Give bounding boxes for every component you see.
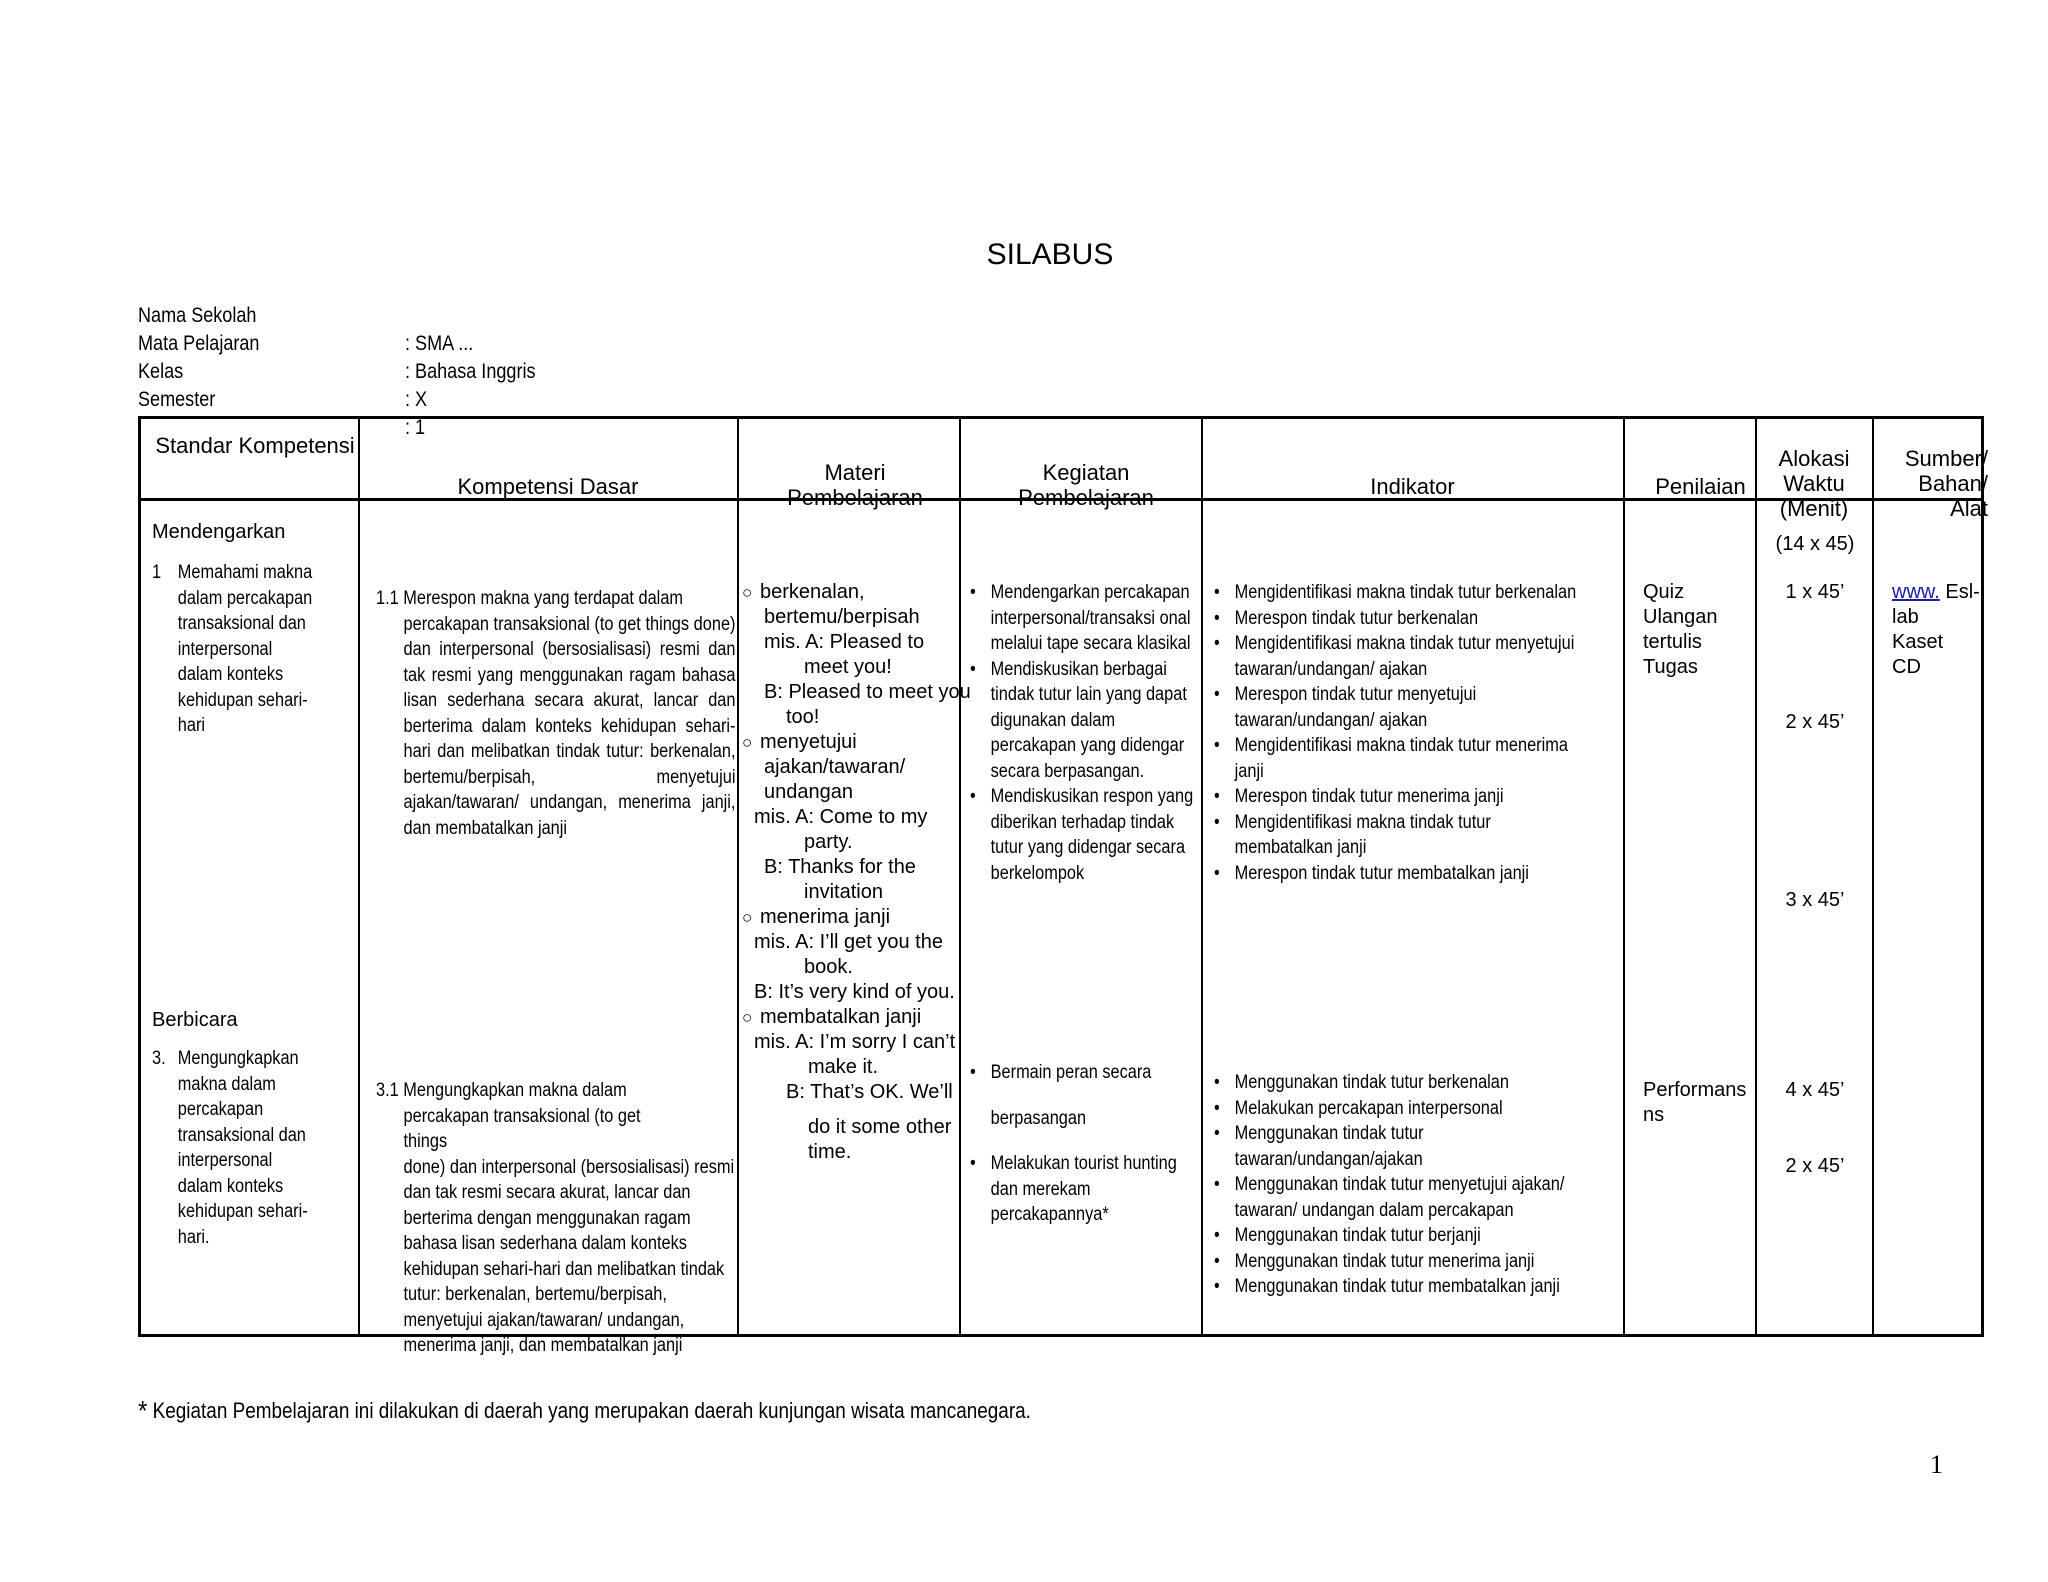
kd-item-1-1 [376, 586, 735, 841]
indikator-item: • Mengidentifikasi makna tindak tutur berkenalan [1214, 580, 1592, 606]
kegiatan-list-2 [970, 1060, 1194, 1228]
indikator-item: • Menggunakan tindak tutur berkenalan [1214, 1070, 1592, 1096]
materi-line: do it some other [808, 1116, 952, 1138]
materi-line: undangan [764, 781, 853, 803]
sk-item-3 [152, 1046, 350, 1250]
penilaian-list-2 [1643, 1078, 1746, 1128]
meta-value: : Bahasa Inggris [405, 360, 536, 383]
meta-label: Semester [138, 388, 216, 411]
materi-line: make it. [808, 1056, 879, 1078]
header-kegiatan: Kegiatan Pembelajaran [1018, 460, 1154, 510]
indikator-item: • Menggunakan tindak tutur tawaran/undangan/ajakan [1214, 1121, 1592, 1172]
alokasi-1b: 2 x 45’ [1785, 711, 1845, 733]
materi-line: mis. A: I’m sorry I can’t [754, 1031, 956, 1053]
meta-label: Nama Sekolah [138, 304, 257, 327]
sumber-text: Esl- [1939, 581, 1980, 603]
indikator-item: • Menggunakan tindak tutur berjanji [1214, 1223, 1592, 1249]
materi-line: ○ menyetujui [742, 730, 982, 755]
sumber-item: Kaset [1892, 631, 1944, 653]
alokasi-2a: 4 x 45’ [1785, 1079, 1845, 1101]
kegiatan-item: • Mendiskusikan berbagai tindak tutur lain yang dapat digunakan dalam percakapan yang didengar secara berpasangan. [970, 657, 1194, 785]
sk-text: Mengungkapkan makna dalam percakapan transaksional dan interpersonal dalam konteks kehidupan sehari-hari. [177, 1048, 308, 1248]
meta-value: : X [405, 388, 428, 411]
materi-line: bertemu/berpisah [764, 606, 920, 628]
sumber-item: CD [1892, 656, 1921, 678]
meta-value: : 1 [405, 416, 426, 439]
indikator-item: • Merespon tindak tutur membatalkan janji [1214, 861, 1592, 887]
kegiatan-item: • Mendiskusikan respon yang diberikan terhadap tindak tutur yang didengar secara berkelompok [970, 784, 1194, 886]
penilaian-item: tertulis [1643, 631, 1702, 653]
section-heading-mendengarkan: Mendengarkan [152, 521, 286, 543]
indikator-item: • Merespon tindak tutur menerima janji [1214, 784, 1592, 810]
header-alokasi: Alokasi Waktu (Menit) [1778, 446, 1850, 521]
sk-number: 1 [152, 562, 162, 583]
materi-line: mis. A: Come to my [754, 806, 928, 828]
meta-labels [138, 302, 259, 414]
footnote-text: Kegiatan Pembelajaran ini dilakukan di daerah yang merupakan daerah kunjungan wisata mancanegara. [152, 1398, 1031, 1423]
penilaian-item: Ulangan [1643, 606, 1718, 628]
column-divider [358, 416, 360, 1337]
kd-text: done) dan interpersonal (bersosialisasi) resmi dan tak resmi secara akurat, lancar dan berterima dengan menggunakan ragam bahasa lisan sederhana dalam konteks kehidupan sehari-hari dan melibatkan tindak tutur: berkenalan, bertemu/berpisah, menyetujui ajakan/tawaran/ undangan, menerima janji, dan membatalkan janji [403, 1156, 735, 1356]
materi-line: B: Thanks for the [764, 856, 916, 878]
header-indikator: Indikator [1370, 474, 1455, 499]
kegiatan-list-1 [970, 580, 1194, 886]
materi-line: ajakan/tawaran/ [764, 756, 906, 778]
indikator-list-2 [1214, 1070, 1592, 1300]
materi-line: meet you! [804, 656, 892, 678]
meta-label: Kelas [138, 360, 184, 383]
column-divider [1872, 416, 1874, 1337]
materi-line: invitation [804, 881, 883, 903]
kegiatan-text: • Bermain peran secara [990, 1062, 1152, 1083]
penilaian-item: ns [1643, 1104, 1665, 1126]
footnote-star: * [138, 1395, 148, 1426]
header-alokasi-sub: (14 x 45) [1775, 533, 1855, 555]
indikator-item: • Menggunakan tindak tutur menyetujui ajakan/ tawaran/ undangan dalam percakapan [1214, 1172, 1592, 1223]
footnote [138, 1395, 1031, 1427]
alokasi-1c: 3 x 45’ [1785, 889, 1845, 911]
penilaian-item: Tugas [1643, 656, 1698, 678]
indikator-item: • Merespon tindak tutur menyetujui tawaran/undangan/ ajakan [1214, 682, 1592, 733]
materi-line: B: Pleased to meet you [764, 681, 971, 703]
section-heading-berbicara: Berbicara [152, 1009, 238, 1031]
kd-first-line: 1.1 Merespon makna yang terdapat dalam [376, 588, 684, 609]
indikator-item: • Menggunakan tindak tutur menerima janji [1214, 1249, 1592, 1275]
penilaian-item: Performans [1643, 1079, 1747, 1101]
materi-line: ○ menerima janji [742, 905, 982, 930]
materi-line: mis. A: I’ll get you the [754, 931, 943, 953]
materi-line: too! [786, 706, 820, 728]
header-kompetensi-dasar: Kompetensi Dasar [457, 474, 639, 499]
sk-number: 3. [152, 1048, 166, 1069]
materi-list-1 [742, 580, 982, 1165]
header-sumber: Sumber/ Bahan/ Alat [1904, 446, 1988, 521]
meta-label: Mata Pelajaran [138, 332, 260, 355]
indikator-item: • Mengidentifikasi makna tindak tutur menerima janji [1214, 733, 1592, 784]
kegiatan-item: • Melakukan tourist hunting dan merekam percakapannya* [970, 1151, 1194, 1228]
indikator-item: • Merespon tindak tutur berkenalan [1214, 606, 1592, 632]
sk-text: Memahami makna dalam percakapan transaksional dan interpersonal dalam konteks kehidupan sehari-hari [177, 562, 313, 736]
sumber-list-1 [1892, 580, 1980, 680]
kegiatan-item [970, 1060, 1194, 1131]
kd-text: percakapan transaksional (to get things done) dan interpersonal (bersosialisasi) resmi dan tak resmi yang menggunakan ragam bahasa lisan sederhana secara akurat, lancar dan berterima dalam konteks kehidupan sehari-hari dan melibatkan tindak tutur: berkenalan, bertemu/berpisah, menyetujui ajakan/tawaran/ undangan, menerima janji, dan membatalkan janji [403, 613, 736, 839]
materi-line: party. [804, 831, 853, 853]
kegiatan-text: berpasangan [990, 1107, 1087, 1129]
materi-line: ○ berkenalan, [742, 580, 982, 605]
column-divider [1201, 416, 1203, 1337]
kd-first-line: 3.1 Mengungkapkan makna dalam [376, 1080, 627, 1101]
penilaian-list-1 [1643, 580, 1718, 680]
materi-line: B: It’s very kind of you. [754, 981, 955, 1003]
materi-line: ○ membatalkan janji [742, 1005, 982, 1030]
indikator-item: • Mengidentifikasi makna tindak tutur menyetujui tawaran/undangan/ ajakan [1214, 631, 1592, 682]
alokasi-2b: 2 x 45’ [1785, 1155, 1845, 1177]
indikator-item: • Melakukan percakapan interpersonal [1214, 1096, 1592, 1122]
materi-line: mis. A: Pleased to [764, 631, 925, 653]
column-divider [1755, 416, 1757, 1337]
sumber-link[interactable]: www. [1892, 581, 1940, 603]
sumber-item: lab [1892, 606, 1919, 628]
header-materi: Materi Pembelajaran [787, 460, 923, 510]
column-divider [1623, 416, 1625, 1337]
kd-item-3-1 [376, 1078, 735, 1359]
materi-line: book. [804, 956, 853, 978]
meta-value: : SMA ... [405, 332, 474, 355]
penilaian-item: Quiz [1643, 581, 1685, 603]
page-number: 1 [1930, 1450, 1943, 1479]
header-penilaian: Penilaian [1655, 474, 1746, 499]
kegiatan-item: • Mendengarkan percakapan interpersonal/transaksi onal melalui tape secara klasikal [970, 580, 1194, 657]
indikator-item: • Mengidentifikasi makna tindak tutur membatalkan janji [1214, 810, 1592, 861]
indikator-item: • Menggunakan tindak tutur membatalkan janji [1214, 1274, 1592, 1300]
page-title: SILABUS [986, 238, 1114, 271]
kd-text: percakapan transaksional (to get [403, 1105, 641, 1127]
kd-text: things [403, 1131, 448, 1152]
header-standar-kompetensi: Standar Kompetensi [155, 433, 355, 458]
indikator-list-1 [1214, 580, 1592, 886]
alokasi-1a: 1 x 45’ [1785, 581, 1845, 603]
sk-item-1 [152, 560, 350, 739]
materi-line: time. [808, 1141, 852, 1163]
materi-line: B: That’s OK. We’ll [786, 1081, 953, 1103]
column-divider [737, 416, 739, 1337]
